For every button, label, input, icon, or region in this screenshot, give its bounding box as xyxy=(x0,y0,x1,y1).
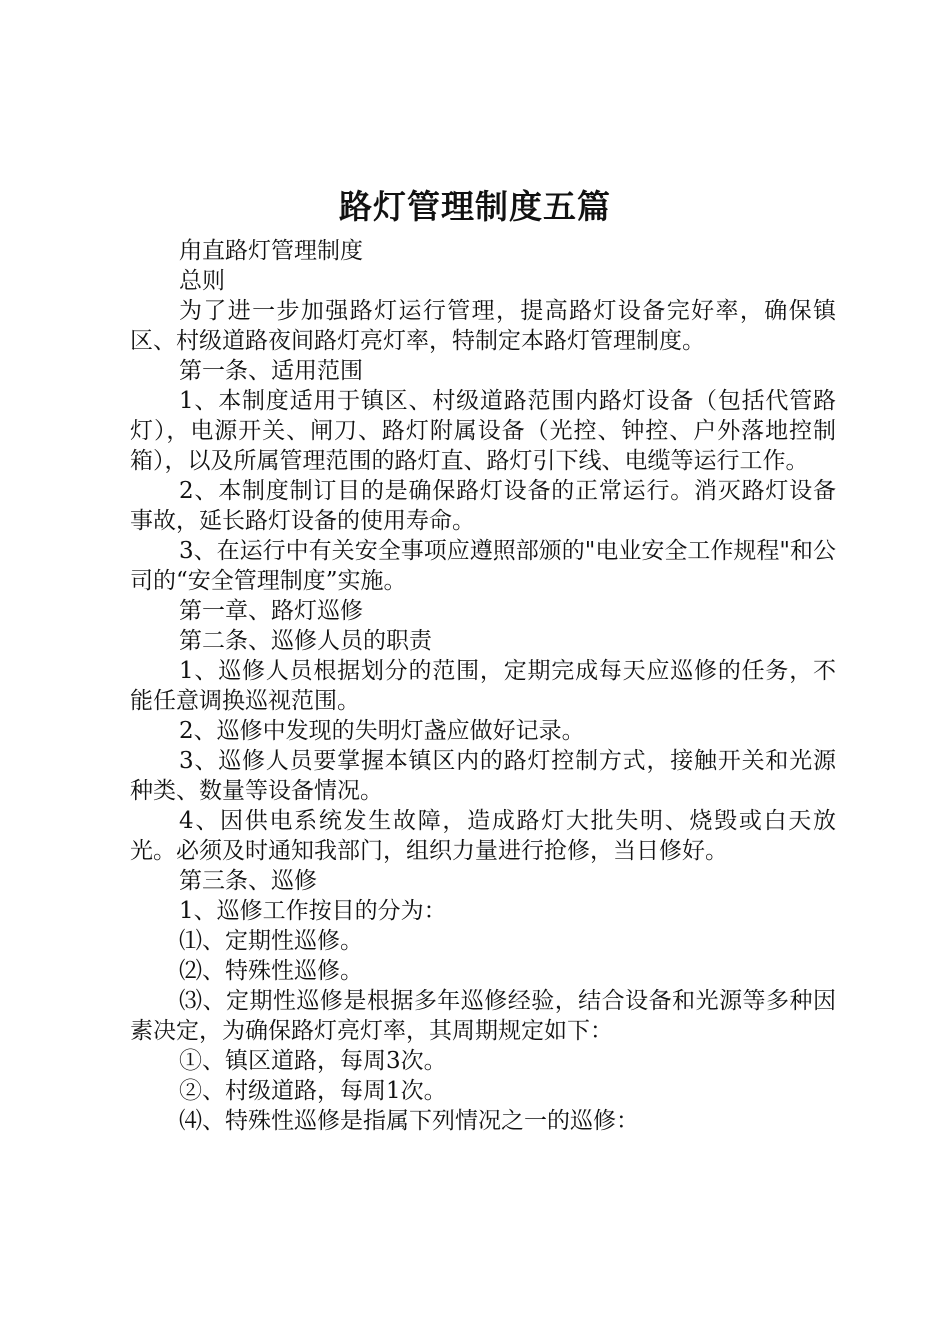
list-item: ⑵、特殊性巡修。 xyxy=(179,958,363,984)
list-item: ①、镇区道路，每周3次。 xyxy=(179,1048,447,1074)
paragraph: 1、巡修工作按目的分为： xyxy=(179,898,447,924)
chapter-heading: 第一章、路灯巡修 xyxy=(179,598,363,624)
paragraph: 2、巡修中发现的失明灯盏应做好记录。 xyxy=(179,718,585,744)
list-item: ⑶、定期性巡修是根据多年巡修经验，结合设备和光源等多种因素决定，为确保路灯亮灯率，其周期规定如下： xyxy=(130,988,836,1044)
list-item: ⑷、特殊性巡修是指属下列情况之一的巡修： xyxy=(179,1108,639,1134)
paragraph: 4、因供电系统发生故障，造成路灯大批失明、烧毁或白天放光。必须及时通知我部门，组织力量进行抢修，当日修好。 xyxy=(130,808,836,864)
paragraph: 3、巡修人员要掌握本镇区内的路灯控制方式，接触开关和光源种类、数量等设备情况。 xyxy=(130,748,836,804)
paragraph: 2、本制度制订目的是确保路灯设备的正常运行。消灭路灯设备事故，延长路灯设备的使用寿命。 xyxy=(130,478,836,534)
section-heading: 总则 xyxy=(179,268,225,294)
section-heading: 甪直路灯管理制度 xyxy=(179,238,363,264)
paragraph: 1、本制度适用于镇区、村级道路范围内路灯设备（包括代管路灯），电源开关、闸刀、路灯附属设备（光控、钟控、户外落地控制箱），以及所属管理范围的路灯直、路灯引下线、电缆等运行工作。 xyxy=(130,388,836,474)
document-body xyxy=(130,236,836,1136)
paragraph: 1、巡修人员根据划分的范围，定期完成每天应巡修的任务，不能任意调换巡视范围。 xyxy=(130,658,836,714)
document-title: 路灯管理制度五篇 xyxy=(339,187,611,226)
article-heading: 第二条、巡修人员的职责 xyxy=(179,628,432,654)
paragraph: 3、在运行中有关安全事项应遵照部颁的"电业安全工作规程"和公司的“安全管理制度”实施。 xyxy=(130,538,836,594)
paragraph: 为了进一步加强路灯运行管理，提高路灯设备完好率，确保镇区、村级道路夜间路灯亮灯率，特制定本路灯管理制度。 xyxy=(130,298,836,354)
article-heading: 第三条、巡修 xyxy=(179,868,317,894)
list-item: ②、村级道路，每周1次。 xyxy=(179,1078,447,1104)
list-item: ⑴、定期性巡修。 xyxy=(179,928,363,954)
article-heading: 第一条、适用范围 xyxy=(179,358,363,384)
